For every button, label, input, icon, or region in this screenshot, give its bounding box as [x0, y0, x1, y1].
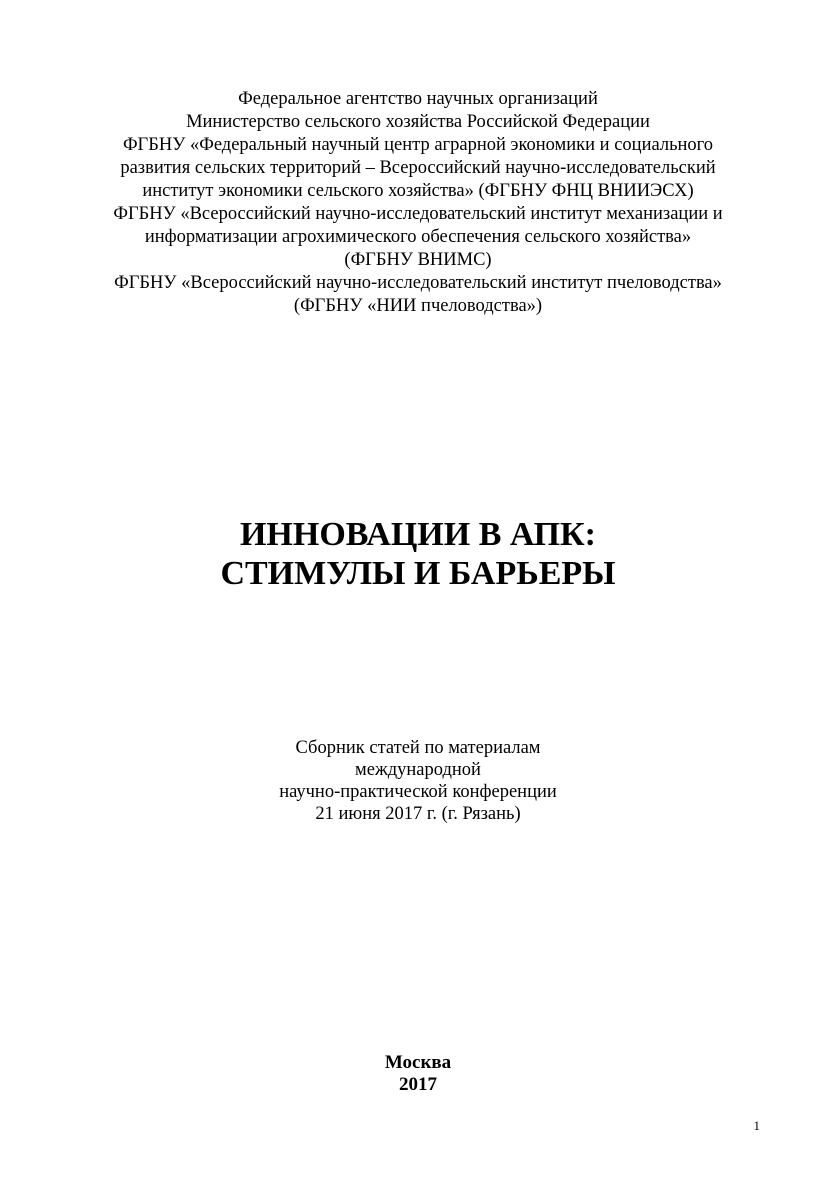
org-line: (ФГБНУ «НИИ пчеловодства»): [293, 296, 543, 316]
title-line-1: ИННОВАЦИИ В АПК:: [239, 516, 597, 553]
document-title: [0, 515, 836, 593]
organizations-header: [0, 88, 836, 318]
org-line: (ФГБНУ ВНИМС): [344, 250, 492, 270]
org-line: ФГБНУ «Всероссийский научно-исследовательский институт механизации и: [113, 204, 723, 224]
org-line: ФГБНУ «Всероссийский научно-исследовательский институт пчеловодства»: [114, 273, 722, 293]
org-line: информатизации агрохимического обеспечения сельского хозяйства»: [144, 227, 692, 247]
org-line: Федеральное агентство научных организаций: [238, 89, 598, 109]
document-subtitle: [0, 737, 836, 825]
subtitle-line: международной: [355, 760, 481, 780]
subtitle-line: Сборник статей по материалам: [295, 738, 541, 758]
imprint-year: 2017: [399, 1074, 437, 1095]
org-line: институт экономики сельского хозяйства» (ФГБНУ ФНЦ ВНИИЭСХ): [142, 181, 694, 201]
imprint: [0, 1052, 836, 1096]
imprint-city: Москва: [384, 1052, 452, 1073]
subtitle-line: 21 июня 2017 г. (г. Рязань): [315, 804, 521, 824]
org-line: развития сельских территорий – Всероссийский научно-исследовательский: [120, 158, 716, 178]
org-line: ФГБНУ «Федеральный научный центр аграрной экономики и социального: [122, 135, 714, 155]
org-line: Министерство сельского хозяйства Российской Федерации: [186, 112, 650, 132]
title-line-2: СТИМУЛЫ И БАРЬЕРЫ: [220, 555, 616, 592]
subtitle-line: научно-практической конференции: [279, 782, 557, 802]
page-number: 1: [753, 1118, 760, 1133]
